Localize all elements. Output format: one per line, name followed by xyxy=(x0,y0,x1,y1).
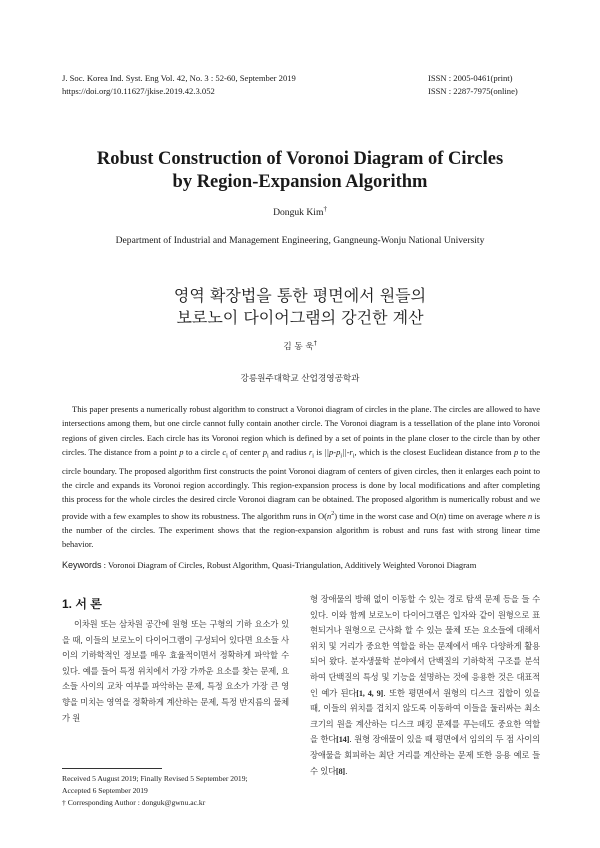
journal-citation: J. Soc. Korea Ind. Syst. Eng Vol. 42, No. 3 : 52-60, September 2019 xyxy=(62,73,296,83)
accepted-date: Accepted 6 September 2019 xyxy=(62,786,148,795)
citation: [1, 4, 9] xyxy=(356,688,384,698)
title-ko-line1: 영역 확장법을 통한 평면에서 원들의 xyxy=(173,286,427,305)
keywords-sep: : xyxy=(101,560,108,570)
section-heading: 1. 서 론 xyxy=(62,597,102,611)
author-en-mark: † xyxy=(323,205,327,213)
citation: [14] xyxy=(336,735,350,745)
author-ko-mark: † xyxy=(313,340,317,348)
affiliation-en: Department of Industrial and Management Engineering, Gangneung-Wonju National University xyxy=(115,235,485,246)
doi-link[interactable]: https://doi.org/10.11627/jkise.2019.42.3.052 xyxy=(62,86,215,96)
dagger-mark: † xyxy=(62,798,66,807)
abstract: This paper presents a numerically robust algorithm to construct a Voronoi diagram of circles in the plane. The circles are allowed to have intersections among them, but one circle cannot fully contain another circle. The Voronoi diagram is a tessellation of the plane into Voronoi regions of given circles. Each circle has its Voronoi region which is defined by a set of points in the plane closer to the circle than by other circles. The distance from a point p to a circle $c_i$ of center $p_i$ and radius $r_i$ is $||p-p_i||-r_i$, which is the closest Euclidean distance from p to the circle boundary. The proposed algorithm first constructs the point Voronoi diagram of centers of given circles, then it enlarges each point to the circle and expands its Voronoi region accordingly. This region-expansion process is done by local modifications and after completing this process for the whole circles the desired circle Voronoi diagram can be obtained. The proposed algorithm is numerically robust and we provide with a few examples to show its robustness. The algorithm runs in $O(n^2)$ time in the worst case and O(n) time on average where n is the number of the circles. The experiment shows that the region-expansion algorithm is robust and runs fast with strong linear time behavior. xyxy=(62,404,541,550)
received-date: Received 5 August 2019; Finally Revised 5 September 2019; xyxy=(62,774,248,783)
left-column-text: 이차원 또는 삼차원 공간에 원형 또는 구형의 기하 요소가 있을 때, 이들의 보로노이 다이어그램이 구성되어 있다면 요소들 사이의 기하학적인 정보를 매우 효율적이면서 정확하게 파악할 수 있다. 예를 들어 특정 위치에서 가장 가까운 요소를 찾는 문제, 요소들 사이의 교차 여부를 파악하는 문제, 특정 요소가 가장 큰 영향을 미치는 영역을 정확하게 계산하는 문제, 특정 반지름의 물체가 원 xyxy=(62,619,289,723)
author-ko-name: 김 동 욱 xyxy=(283,342,314,352)
title-ko-line2: 보로노이 다이어그램의 강건한 계산 xyxy=(176,308,424,327)
footnote-rule xyxy=(62,768,162,769)
author-en-name: Donguk Kim xyxy=(273,207,324,219)
corresponding-author: † Corresponding Author : donguk@gwnu.ac.kr xyxy=(62,798,206,807)
citation: [8] xyxy=(335,766,345,776)
keywords xyxy=(62,560,540,570)
keywords-text: Voronoi Diagram of Circles, Robust Algorithm, Quasi-Triangulation, Additively Weighted Voronoi Diagram xyxy=(107,560,477,570)
right-column-text: 형 장애물의 방해 없이 이동할 수 있는 경로 탐색 문제 등을 들 수 있다. 이와 함께 보로노이 다이어그램은 입자와 같이 원형으로 표현되거나 원형으로 근사화 할 수 있는 물체 또는 요소들에 대해서 위치 및 거리가 중요한 역할을 하는 문제에서 매우 다양하게 활용되어 왔다. 분자생물학 분야에서 단백질의 기하학적 구조를 분석하여 단백질의 특성 및 기능을 설명하는 것에 응용한 것은 대표적인 예가 된다[1, 4, 9]. 또한 평면에서 원형의 디스크 집합이 있을 때, 이들의 위치를 겹치지 않도록 이동하여 이들을 둘러싸는 최소 크기의 원을 계산하는 디스크 패킹 문제를 푸는데도 중요한 역할을 한다[14]. 원형 장애물이 있을 때 평면에서 임의의 두 점 사이의 장애물을 회피하는 최단 거리를 계산하는 문제 또한 응용 예로 들 수 있다[8]. xyxy=(310,594,541,776)
title-en-line1: Robust Construction of Voronoi Diagram of Circles xyxy=(96,149,504,169)
title-en-line2: by Region-Expansion Algorithm xyxy=(172,172,428,192)
issn-print: ISSN : 2005-0461(print) xyxy=(428,73,513,83)
author-ko xyxy=(0,340,600,352)
author-en xyxy=(0,205,600,218)
issn-online: ISSN : 2287-7975(online) xyxy=(428,86,518,96)
affiliation-ko: 강릉원주대학교 산업경영공학과 xyxy=(240,374,360,384)
keywords-label: Keywords xyxy=(62,560,102,570)
